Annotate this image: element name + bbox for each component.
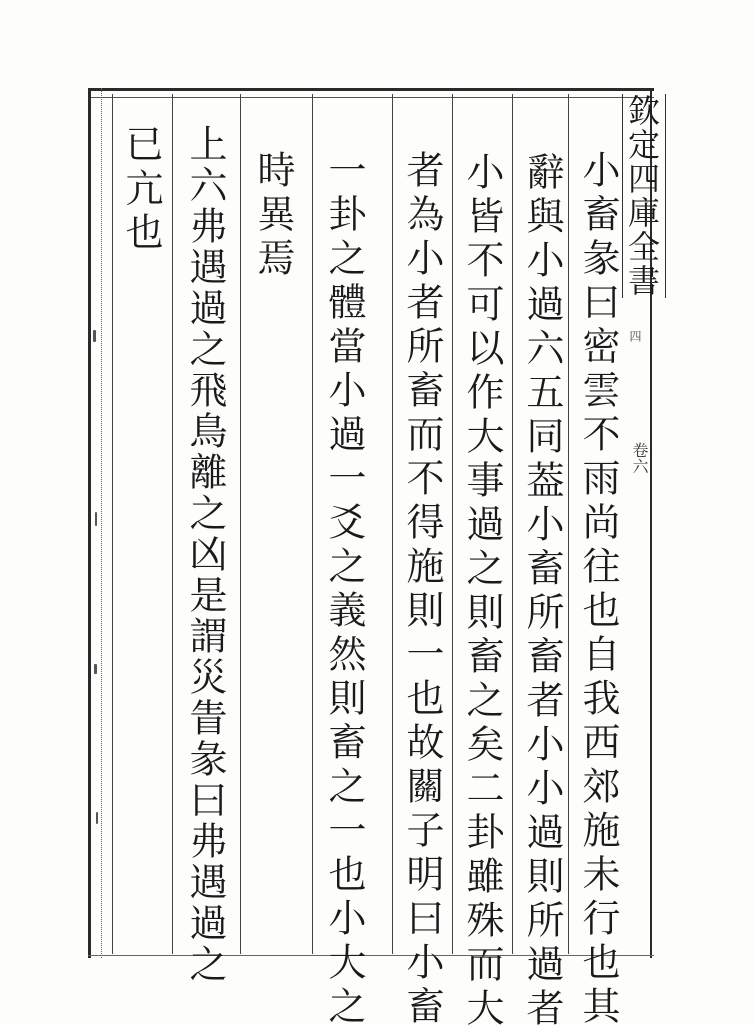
column-rule — [312, 94, 313, 954]
text-column-4: 者為小者所畜而不得施則一也故關子明曰小畜 — [400, 150, 444, 1030]
column-rule — [392, 94, 393, 954]
print-speck — [95, 512, 97, 526]
print-speck — [93, 330, 96, 342]
text-column-8: 已亢也 — [119, 124, 163, 256]
header-title-box — [622, 94, 666, 298]
column-rule — [172, 94, 173, 954]
text-column-6: 時異焉 — [251, 150, 295, 282]
column-rule — [512, 94, 513, 954]
column-rule — [112, 94, 113, 954]
text-column-2: 辭與小過六五同葢小畜所畜者小小過則所過者 — [520, 152, 564, 1032]
column-rule — [568, 94, 569, 954]
page-frame-bottom — [88, 955, 654, 956]
volume-label: 卷六 — [630, 442, 649, 474]
column-rule — [240, 94, 241, 954]
text-column-1: 小畜彖曰密雲不雨尚往也自我西郊施未行也其 — [576, 150, 620, 1030]
print-speck — [94, 664, 97, 674]
book-title: 欽定四庫全書 — [623, 94, 661, 298]
text-column-5: 一卦之體當小過一爻之義然則畜之一也小大之 — [322, 150, 366, 1030]
text-column-3: 小皆不可以作大事過之則畜之矣二卦雖殊而大 — [460, 152, 504, 1032]
text-column-7: 上六弗遇過之飛鳥離之凶是謂災眚彖曰弗遇過之 — [183, 124, 227, 985]
print-speck — [96, 812, 98, 824]
page-mark: 四 — [628, 330, 642, 342]
column-rule — [452, 94, 453, 954]
